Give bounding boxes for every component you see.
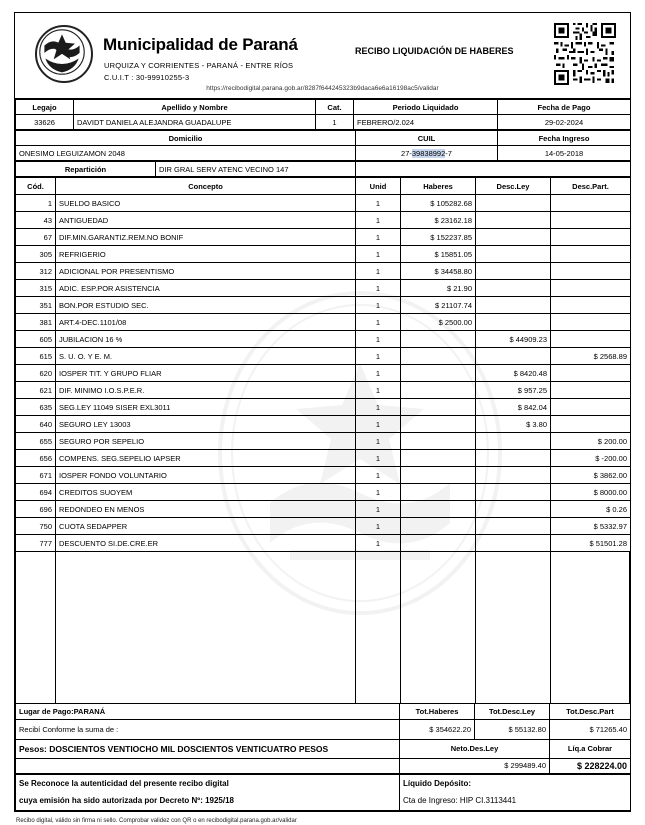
cuil-highlight: 39838992 bbox=[411, 148, 446, 158]
cell-unid: 1 bbox=[356, 331, 401, 348]
authenticity-line2: cuya emisión ha sido autorizada por Decreto Nº: 1925/18 bbox=[16, 792, 400, 810]
deposit-account: Cta de Ingreso: HIP CI.3113441 bbox=[400, 792, 631, 810]
cell-unid: 1 bbox=[356, 433, 401, 450]
totals-table bbox=[15, 704, 631, 774]
authenticity-line1: Se Reconoce la autenticidad del presente recibo digital bbox=[16, 774, 400, 792]
cell-cod: 605 bbox=[16, 331, 56, 348]
cell-cod: 312 bbox=[16, 263, 56, 280]
table-row bbox=[16, 792, 631, 810]
cell-unid: 1 bbox=[356, 297, 401, 314]
cell-desc-part: $ 3862.00 bbox=[551, 467, 631, 484]
cell-unid: 1 bbox=[356, 229, 401, 246]
fecha-ingreso-header: Fecha Ingreso bbox=[498, 131, 631, 146]
cell-concepto: REDONDEO EN MENOS bbox=[56, 501, 356, 518]
cell-unid: 1 bbox=[356, 484, 401, 501]
legajo-header: Legajo bbox=[16, 100, 74, 115]
table-row bbox=[16, 758, 631, 773]
cell-haberes bbox=[401, 382, 476, 399]
cat-header: Cat. bbox=[316, 100, 354, 115]
cell-unid: 1 bbox=[356, 263, 401, 280]
cell-haberes: $ 105282.68 bbox=[401, 195, 476, 212]
reparticion-blank bbox=[356, 162, 631, 177]
cell-desc-part bbox=[551, 212, 631, 229]
cell-haberes bbox=[401, 331, 476, 348]
tot-haberes-value: $ 354622.20 bbox=[400, 719, 475, 739]
table-row bbox=[16, 484, 631, 501]
cell-desc-ley bbox=[476, 229, 551, 246]
cell-unid: 1 bbox=[356, 535, 401, 552]
col-haberes: Haberes bbox=[401, 178, 476, 195]
cell-desc-part bbox=[551, 399, 631, 416]
cell-haberes: $ 2500.00 bbox=[401, 314, 476, 331]
municipality-title: Municipalidad de Paraná bbox=[103, 35, 298, 54]
table-row bbox=[16, 131, 631, 146]
liq-cobrar-label: Líq.a Cobrar bbox=[550, 739, 631, 758]
cell-desc-part: $ 2568.89 bbox=[551, 348, 631, 365]
cuil-prefix: 27- bbox=[401, 148, 412, 158]
cell-haberes: $ 34458.80 bbox=[401, 263, 476, 280]
cell-haberes bbox=[401, 416, 476, 433]
cell-haberes bbox=[401, 535, 476, 552]
cell-desc-ley bbox=[476, 314, 551, 331]
cuil-header: CUIL bbox=[356, 131, 498, 146]
fecha-pago-header: Fecha de Pago bbox=[498, 100, 631, 115]
document-title: RECIBO LIQUIDACIÓN DE HABERES bbox=[355, 46, 514, 56]
cell-unid: 1 bbox=[356, 195, 401, 212]
cell-desc-ley: $ 44909.23 bbox=[476, 331, 551, 348]
table-row bbox=[16, 331, 631, 348]
cell-unid: 1 bbox=[356, 467, 401, 484]
reparticion-header: Repartición bbox=[16, 162, 156, 177]
cell-haberes bbox=[401, 399, 476, 416]
cell-cod: 381 bbox=[16, 314, 56, 331]
cell-cod: 615 bbox=[16, 348, 56, 365]
table-row bbox=[16, 280, 631, 297]
cell-desc-part bbox=[551, 195, 631, 212]
name-value: DAVIDT DANIELA ALEJANDRA GUADALUPE bbox=[74, 115, 316, 130]
cell-unid: 1 bbox=[356, 314, 401, 331]
cell-haberes: $ 21107.74 bbox=[401, 297, 476, 314]
table-row bbox=[16, 416, 631, 433]
cell-cod: 351 bbox=[16, 297, 56, 314]
table-row bbox=[16, 314, 631, 331]
table-row bbox=[16, 535, 631, 552]
cell-desc-ley bbox=[476, 450, 551, 467]
table-row bbox=[16, 348, 631, 365]
table-header-row bbox=[16, 178, 631, 195]
name-header: Apellido y Nombre bbox=[74, 100, 316, 115]
cell-cod: 696 bbox=[16, 501, 56, 518]
cell-desc-part bbox=[551, 365, 631, 382]
cell-desc-part: $ 8000.00 bbox=[551, 484, 631, 501]
table-row bbox=[16, 501, 631, 518]
cell-concepto: ADICIONAL POR PRESENTISMO bbox=[56, 263, 356, 280]
cell-desc-part bbox=[551, 280, 631, 297]
cell-desc-part: $ 0.26 bbox=[551, 501, 631, 518]
cell-cod: 635 bbox=[16, 399, 56, 416]
cell-desc-part: $ 5332.97 bbox=[551, 518, 631, 535]
domicilio-value: ONESIMO LEGUIZAMON 2048 bbox=[16, 146, 356, 161]
municipality-address: URQUIZA Y CORRIENTES - PARANÁ - ENTRE RÍOS bbox=[104, 61, 294, 70]
col-unid: Unid bbox=[356, 178, 401, 195]
table-row bbox=[16, 719, 631, 739]
cell-unid: 1 bbox=[356, 518, 401, 535]
tot-haberes-label: Tot.Haberes bbox=[400, 704, 475, 719]
reparticion-value: DIR GRAL SERV ATENC VECINO 147 bbox=[156, 162, 356, 177]
reparticion-table bbox=[15, 161, 631, 177]
cell-cod: 640 bbox=[16, 416, 56, 433]
cell-unid: 1 bbox=[356, 501, 401, 518]
table-row bbox=[16, 382, 631, 399]
cell-cod: 655 bbox=[16, 433, 56, 450]
cell-concepto: ADIC. ESP.POR ASISTENCIA bbox=[56, 280, 356, 297]
cell-haberes bbox=[401, 501, 476, 518]
cell-unid: 1 bbox=[356, 399, 401, 416]
cell-unid: 1 bbox=[356, 348, 401, 365]
cat-value: 1 bbox=[316, 115, 354, 130]
table-row bbox=[16, 212, 631, 229]
fecha-pago-value: 29-02-2024 bbox=[498, 115, 631, 130]
table-row bbox=[16, 146, 631, 161]
cell-concepto: IOSPER FONDO VOLUNTARIO bbox=[56, 467, 356, 484]
cuil-value bbox=[356, 146, 498, 161]
cell-desc-ley bbox=[476, 433, 551, 450]
table-row bbox=[16, 115, 631, 130]
cell-haberes: $ 152237.85 bbox=[401, 229, 476, 246]
fecha-ingreso-value: 14-05-2018 bbox=[498, 146, 631, 161]
cell-desc-part: $ -200.00 bbox=[551, 450, 631, 467]
cell-cod: 694 bbox=[16, 484, 56, 501]
cell-unid: 1 bbox=[356, 450, 401, 467]
cell-concepto: JUBILACION 16 % bbox=[56, 331, 356, 348]
cell-concepto: SEGURO POR SEPELIO bbox=[56, 433, 356, 450]
cell-concepto: CUOTA SEDAPPER bbox=[56, 518, 356, 535]
cell-cod: 305 bbox=[16, 246, 56, 263]
table-row bbox=[16, 399, 631, 416]
table-row bbox=[16, 450, 631, 467]
table-row bbox=[16, 246, 631, 263]
table-row bbox=[16, 297, 631, 314]
cell-cod: 43 bbox=[16, 212, 56, 229]
cell-concepto: DESCUENTO SI.DE.CRE.ER bbox=[56, 535, 356, 552]
cell-unid: 1 bbox=[356, 365, 401, 382]
cell-haberes bbox=[401, 365, 476, 382]
cell-desc-ley bbox=[476, 263, 551, 280]
cell-haberes: $ 21.90 bbox=[401, 280, 476, 297]
cell-cod: 671 bbox=[16, 467, 56, 484]
cell-concepto: ANTIGUEDAD bbox=[56, 212, 356, 229]
col-desc-ley: Desc.Ley bbox=[476, 178, 551, 195]
domicilio-header: Domicilio bbox=[16, 131, 356, 146]
cell-desc-ley bbox=[476, 195, 551, 212]
cell-concepto: COMPENS. SEG.SEPELIO IAPSER bbox=[56, 450, 356, 467]
table-row bbox=[16, 774, 631, 792]
cell-desc-ley bbox=[476, 212, 551, 229]
cell-desc-part bbox=[551, 416, 631, 433]
cell-haberes bbox=[401, 433, 476, 450]
cell-cod: 750 bbox=[16, 518, 56, 535]
neto-desc-ley-value: $ 299489.40 bbox=[400, 758, 550, 773]
periodo-value: FEBRERO/2.024 bbox=[354, 115, 498, 130]
cell-concepto: CREDITOS SUOYEM bbox=[56, 484, 356, 501]
cuil-suffix: -7 bbox=[445, 148, 452, 158]
authenticity-table bbox=[15, 774, 631, 811]
cell-concepto: DIF. MINIMO I.O.S.P.E.R. bbox=[56, 382, 356, 399]
cell-desc-ley: $ 842.04 bbox=[476, 399, 551, 416]
cell-haberes bbox=[401, 518, 476, 535]
col-cod: Cód. bbox=[16, 178, 56, 195]
cell-desc-ley bbox=[476, 518, 551, 535]
totals-blank bbox=[16, 758, 400, 773]
validation-url[interactable]: https://recibodigital.parana.gob.ar/8287f644245323b9daca6e6a16198ac5/validar bbox=[206, 85, 439, 92]
cell-unid: 1 bbox=[356, 382, 401, 399]
cell-cod: 620 bbox=[16, 365, 56, 382]
cell-desc-part bbox=[551, 229, 631, 246]
cell-concepto: SUELDO BASICO bbox=[56, 195, 356, 212]
table-row bbox=[16, 263, 631, 280]
cell-unid: 1 bbox=[356, 280, 401, 297]
cell-cod: 67 bbox=[16, 229, 56, 246]
table-row bbox=[16, 467, 631, 484]
document-header bbox=[15, 13, 630, 99]
neto-desc-ley-label: Neto.Des.Ley bbox=[400, 739, 550, 758]
liq-cobrar-value: $ 228224.00 bbox=[550, 758, 631, 773]
cell-concepto: IOSPER TIT. Y GRUPO FLIAR bbox=[56, 365, 356, 382]
receipt-sheet bbox=[14, 12, 631, 812]
cell-concepto: ART.4-DEC.1101/08 bbox=[56, 314, 356, 331]
tot-desc-part-label: Tot.Desc.Part bbox=[550, 704, 631, 719]
cell-cod: 1 bbox=[16, 195, 56, 212]
cell-desc-part bbox=[551, 314, 631, 331]
cell-haberes: $ 23162.18 bbox=[401, 212, 476, 229]
cell-concepto: BON.POR ESTUDIO SEC. bbox=[56, 297, 356, 314]
lugar-pago: Lugar de Pago:PARANÁ bbox=[16, 704, 400, 719]
cell-desc-ley bbox=[476, 280, 551, 297]
cell-cod: 315 bbox=[16, 280, 56, 297]
cell-concepto: SEGURO LEY 13003 bbox=[56, 416, 356, 433]
pesos-text: Pesos: DOSCIENTOS VENTIOCHO MIL DOSCIENTOS VENTICUATRO PESOS bbox=[16, 739, 400, 758]
cell-unid: 1 bbox=[356, 212, 401, 229]
cell-cod: 777 bbox=[16, 535, 56, 552]
cell-concepto: S. U. O. Y E. M. bbox=[56, 348, 356, 365]
table-row bbox=[16, 518, 631, 535]
cell-desc-ley: $ 957.25 bbox=[476, 382, 551, 399]
municipality-cuit: C.U.I.T : 30-99910255-3 bbox=[104, 73, 190, 82]
recibi-conforme: Recibí Conforme la suma de : bbox=[16, 719, 400, 739]
table-row bbox=[16, 162, 631, 177]
domicilio-table bbox=[15, 130, 631, 161]
cell-concepto: SEG.LEY 11049 SISER EXL3011 bbox=[56, 399, 356, 416]
deposit-label: Líquido Depósito: bbox=[400, 774, 631, 792]
cell-desc-ley bbox=[476, 484, 551, 501]
cell-haberes: $ 15851.05 bbox=[401, 246, 476, 263]
col-desc-part: Desc.Part. bbox=[551, 178, 631, 195]
footer-note: Recibo digital, válido sin firma ni sello. Comprobar validez con QR o en recibodigital.parana.gob.ar/validar bbox=[16, 818, 297, 824]
cell-desc-ley bbox=[476, 501, 551, 518]
cell-haberes bbox=[401, 484, 476, 501]
municipal-crest-icon bbox=[35, 25, 93, 83]
cell-haberes bbox=[401, 450, 476, 467]
cell-desc-part bbox=[551, 331, 631, 348]
cell-desc-ley bbox=[476, 297, 551, 314]
table-row bbox=[16, 433, 631, 450]
cell-concepto: DIF.MIN.GARANTIZ.REM.NO BONIF bbox=[56, 229, 356, 246]
cell-cod: 656 bbox=[16, 450, 56, 467]
cell-unid: 1 bbox=[356, 246, 401, 263]
cell-desc-ley bbox=[476, 535, 551, 552]
periodo-header: Periodo Liquidado bbox=[354, 100, 498, 115]
cell-cod: 621 bbox=[16, 382, 56, 399]
cell-desc-part bbox=[551, 263, 631, 280]
table-row bbox=[16, 229, 631, 246]
cell-desc-ley: $ 8420.48 bbox=[476, 365, 551, 382]
qr-code-icon bbox=[554, 23, 616, 85]
cell-desc-ley bbox=[476, 246, 551, 263]
cell-desc-ley: $ 3.80 bbox=[476, 416, 551, 433]
tot-desc-ley-value: $ 55132.80 bbox=[475, 719, 550, 739]
cell-haberes bbox=[401, 467, 476, 484]
cell-desc-part bbox=[551, 382, 631, 399]
table-row bbox=[16, 365, 631, 382]
legajo-value: 33626 bbox=[16, 115, 74, 130]
concepts-filler bbox=[15, 552, 630, 704]
cell-concepto: REFRIGERIO bbox=[56, 246, 356, 263]
table-row bbox=[16, 704, 631, 719]
cell-desc-part bbox=[551, 246, 631, 263]
table-row bbox=[16, 195, 631, 212]
cell-desc-part: $ 51501.28 bbox=[551, 535, 631, 552]
col-concepto: Concepto bbox=[56, 178, 356, 195]
table-row bbox=[16, 739, 631, 758]
cell-desc-part: $ 200.00 bbox=[551, 433, 631, 450]
employee-info-table bbox=[15, 99, 631, 130]
tot-desc-part-value: $ 71265.40 bbox=[550, 719, 631, 739]
cell-haberes bbox=[401, 348, 476, 365]
cell-desc-ley bbox=[476, 467, 551, 484]
cell-desc-ley bbox=[476, 348, 551, 365]
tot-desc-ley-label: Tot.Desc.Ley bbox=[475, 704, 550, 719]
cell-desc-part bbox=[551, 297, 631, 314]
table-row bbox=[16, 100, 631, 115]
concepts-table bbox=[15, 177, 631, 552]
cell-unid: 1 bbox=[356, 416, 401, 433]
